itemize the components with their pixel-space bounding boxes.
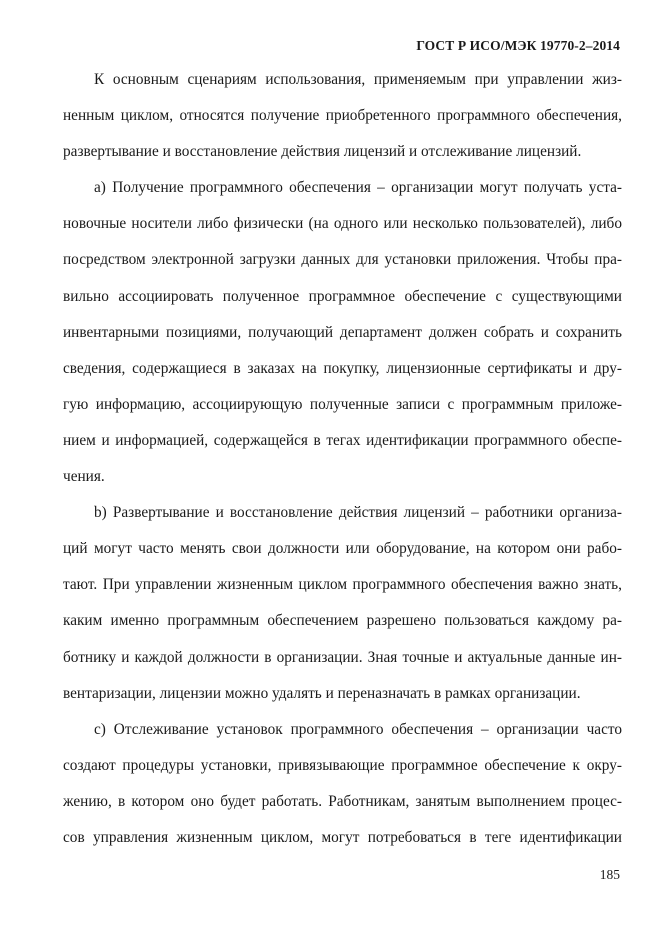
text-line: вентаризации, лицензии можно удалять и переназначать в рамках организации. <box>63 684 581 702</box>
document-header: ГОСТ Р ИСО/МЭК 19770-2–2014 <box>416 38 620 53</box>
body-text <box>63 62 622 856</box>
text-line: гую информацию, ассоциирующую полученные записи с программным приложе- <box>63 395 622 413</box>
text-line: сведения, содержащиеся в заказах на покупку, лицензионные сертификаты и дру- <box>63 359 622 377</box>
text-line: сов управления жизненным циклом, могут потребоваться в теге идентификации <box>63 828 622 846</box>
text-line: развертывание и восстановление действия лицензий и отслеживание лицензий. <box>63 143 582 161</box>
text-line: ботнику и каждой должности в организации. Зная точные и актуальные данные ин- <box>63 648 622 666</box>
text-line: посредством электронной загрузки данных для установки приложения. Чтобы пра- <box>63 251 622 269</box>
text-line: новочные носители либо физически (на одного или несколько пользователей), либо <box>63 215 622 233</box>
text-line: вильно ассоциировать полученное программное обеспечение с существующими <box>63 287 622 305</box>
text-line: ненным циклом, относятся получение приобретенного программного обеспечения, <box>63 107 622 125</box>
text-line: чения. <box>63 468 105 486</box>
text-line: жению, в котором оно будет работать. Работникам, занятым выполнением процес- <box>63 792 622 810</box>
text-line: а) Получение программного обеспечения – организации могут получать уста- <box>94 179 622 197</box>
text-line: каким именно программным обеспечением разрешено пользоваться каждому ра- <box>63 612 622 630</box>
text-line: тают. При управлении жизненным циклом программного обеспечения важно знать, <box>63 576 622 594</box>
text-line: создают процедуры установки, привязывающие программное обеспечение к окру- <box>63 756 622 774</box>
page-number: 185 <box>599 867 620 882</box>
text-line: инвентарными позициями, получающий департамент должен собрать и сохранить <box>63 323 622 341</box>
text-line: нием и информацией, содержащейся в тегах идентификации программного обеспе- <box>63 431 622 449</box>
text-line: ций могут часто менять свои должности или оборудование, на котором они рабо- <box>63 540 622 558</box>
text-line: К основным сценариям использования, применяемым при управлении жиз- <box>94 71 622 88</box>
text-line: b) Развертывание и восстановление действия лицензий – работники организа- <box>94 504 622 522</box>
text-line: c) Отслеживание установок программного обеспечения – организации часто <box>94 720 622 738</box>
